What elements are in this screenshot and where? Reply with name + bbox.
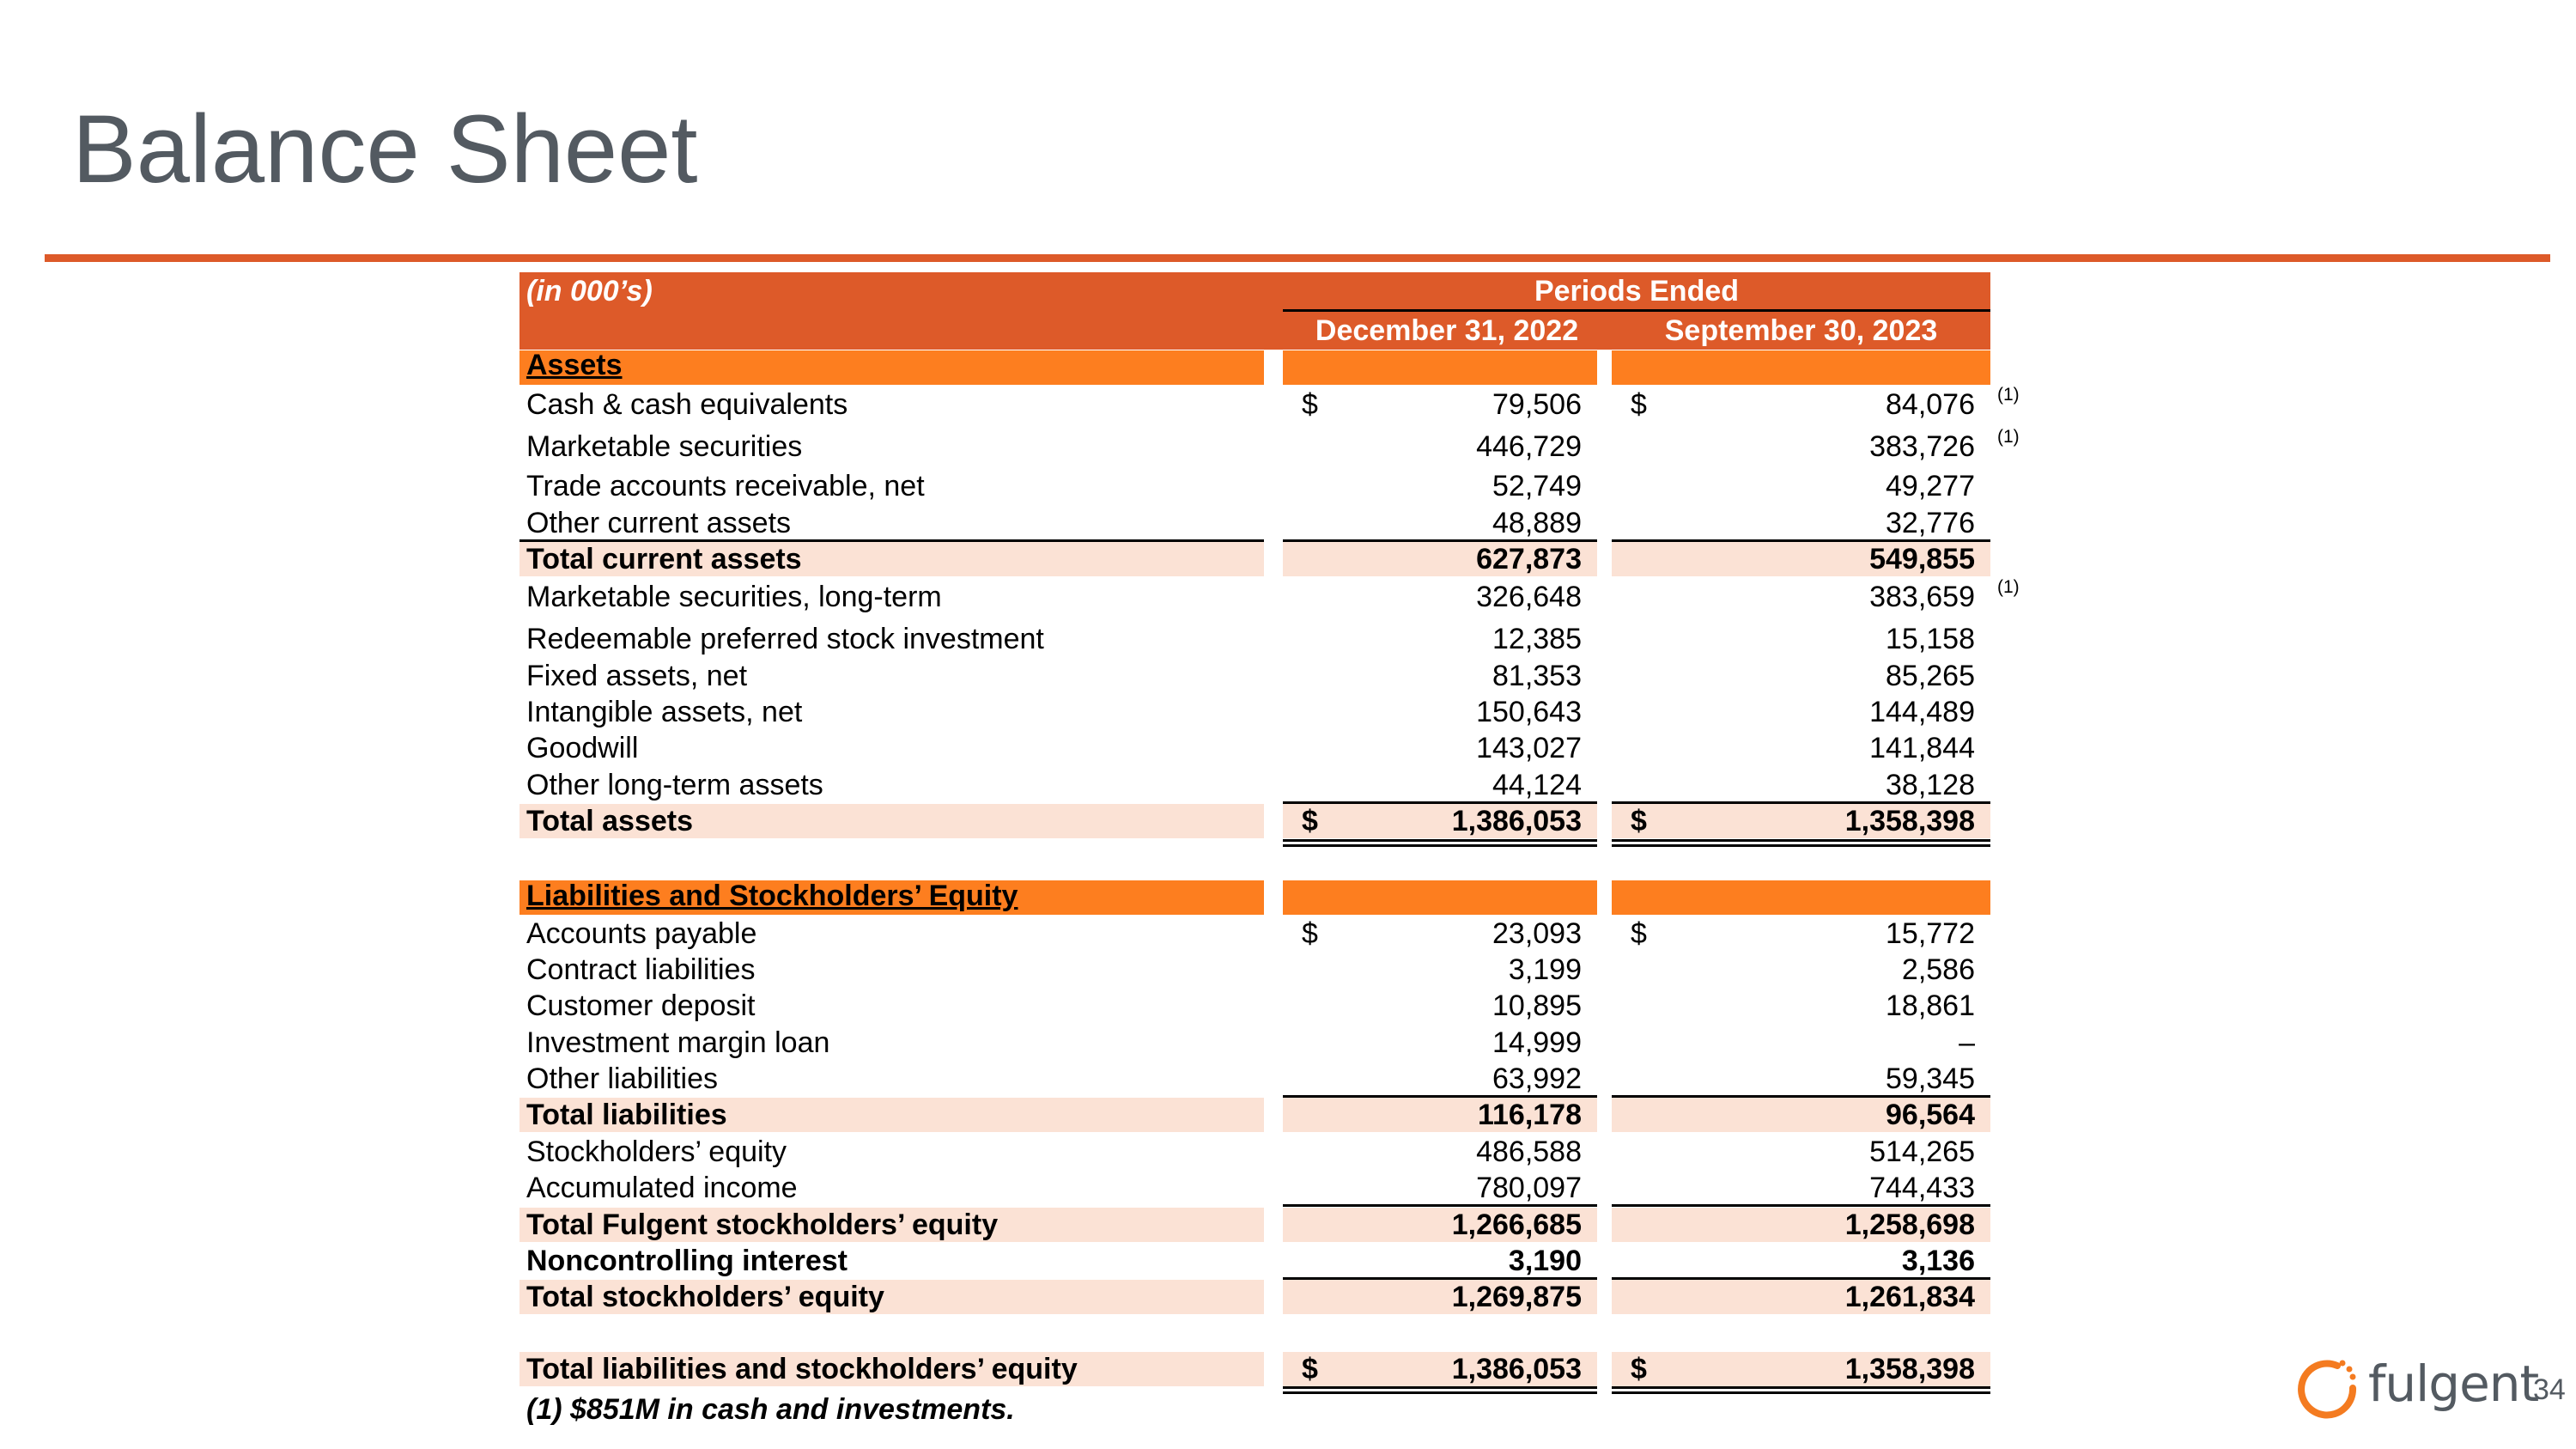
grand-total-dollar-col1: $: [1302, 1353, 1318, 1385]
liability-value-dec-2022: 116,178: [1477, 1099, 1582, 1131]
asset-row-label: Total current assets: [526, 543, 802, 575]
liability-row-label: Accumulated income: [526, 1172, 798, 1204]
liability-row-label: Total liabilities: [526, 1099, 727, 1131]
asset-row-label: Goodwill: [526, 732, 639, 764]
footnote: (1) $851M in cash and investments.: [526, 1393, 1015, 1426]
asset-value-dec-2022: 52,749: [1492, 470, 1582, 502]
liability-value-sep-2023: 96,564: [1886, 1099, 1975, 1131]
grand-total-dollar-col2: $: [1631, 1353, 1647, 1385]
asset-row-label: Redeemable preferred stock investment: [526, 623, 1044, 655]
liability-value-sep-2023: 18,861: [1886, 989, 1975, 1022]
asset-row-label: Intangible assets, net: [526, 696, 803, 728]
asset-value-dec-2022: 12,385: [1492, 623, 1582, 655]
asset-value-dec-2022: 48,889: [1492, 507, 1582, 539]
page-number: 34: [2533, 1373, 2566, 1406]
asset-value-dec-2022: 143,027: [1476, 732, 1582, 764]
liability-value-sep-2023: 59,345: [1886, 1062, 1975, 1095]
assets-header-band-col2: [1612, 350, 1990, 385]
liability-value-dec-2022: 3,190: [1508, 1245, 1582, 1277]
total-assets-double-rule-col2: [1612, 839, 1990, 847]
liability-value-dec-2022: 3,199: [1508, 953, 1582, 986]
asset-value-sep-2023: 84,076: [1886, 388, 1975, 421]
periods-ended-label: Periods Ended: [1534, 275, 1740, 307]
liability-value-dec-2022: 63,992: [1492, 1062, 1582, 1095]
liability-row-label: Customer deposit: [526, 989, 756, 1022]
asset-dollar-col2: $: [1631, 388, 1647, 421]
asset-value-dec-2022: 627,873: [1476, 543, 1582, 575]
asset-value-dec-2022: 150,643: [1476, 696, 1582, 728]
liability-row-label: Investment margin loan: [526, 1026, 830, 1059]
liabilities-section-title: Liabilities and Stockholders’ Equity: [526, 880, 1018, 912]
periods-underline: [1283, 309, 1990, 312]
liability-value-sep-2023: –: [1959, 1026, 1975, 1059]
liability-value-dec-2022: 780,097: [1476, 1172, 1582, 1204]
liability-value-dec-2022: 1,266,685: [1451, 1209, 1582, 1241]
asset-footnote-marker: (1): [1997, 427, 2020, 447]
col-header-sep-2023: September 30, 2023: [1664, 314, 1938, 347]
liability-value-sep-2023: 514,265: [1869, 1135, 1975, 1168]
logo-wordmark: fulgent: [2368, 1355, 2539, 1413]
liability-value-sep-2023: 744,433: [1869, 1172, 1975, 1204]
liability-row-label: Noncontrolling interest: [526, 1245, 848, 1277]
asset-value-dec-2022: 446,729: [1476, 430, 1582, 463]
asset-value-sep-2023: 383,726: [1869, 430, 1975, 463]
asset-value-sep-2023: 1,358,398: [1844, 805, 1975, 837]
total-current-assets-rule-label: [519, 539, 1264, 542]
page-title: Balance Sheet: [72, 95, 698, 203]
asset-row-label: Cash & cash equivalents: [526, 388, 848, 421]
liability-value-sep-2023: 3,136: [1901, 1245, 1975, 1277]
asset-dollar-col1: $: [1302, 388, 1318, 421]
assets-section-title: Assets: [526, 349, 623, 381]
asset-row-label: Total assets: [526, 805, 694, 837]
asset-value-dec-2022: 81,353: [1492, 660, 1582, 692]
asset-row-label: Other long-term assets: [526, 769, 823, 801]
asset-value-sep-2023: 49,277: [1886, 470, 1975, 502]
liability-value-sep-2023: 2,586: [1901, 953, 1975, 986]
grand-total-value-dec-2022: 1,386,053: [1451, 1353, 1582, 1385]
asset-row-label: Other current assets: [526, 507, 792, 539]
liabilities-header-band-col1: [1283, 880, 1597, 915]
asset-footnote-marker: (1): [1997, 385, 2020, 405]
asset-value-sep-2023: 141,844: [1869, 732, 1975, 764]
asset-footnote-marker: (1): [1997, 577, 2020, 597]
liability-value-dec-2022: 486,588: [1476, 1135, 1582, 1168]
asset-value-sep-2023: 85,265: [1886, 660, 1975, 692]
unit-label: (in 000’s): [526, 275, 653, 307]
asset-dollar-col1: $: [1302, 805, 1318, 837]
asset-row-label: Marketable securities: [526, 430, 803, 463]
liability-row-label: Other liabilities: [526, 1062, 718, 1095]
liability-value-dec-2022: 14,999: [1492, 1026, 1582, 1059]
asset-value-dec-2022: 1,386,053: [1451, 805, 1582, 837]
liability-value-sep-2023: 15,772: [1886, 917, 1975, 950]
asset-value-sep-2023: 383,659: [1869, 581, 1975, 613]
asset-value-sep-2023: 144,489: [1869, 696, 1975, 728]
liability-value-sep-2023: 1,261,834: [1844, 1281, 1975, 1313]
total-assets-double-rule-col1: [1283, 839, 1597, 847]
asset-row-label: Marketable securities, long-term: [526, 581, 942, 613]
col-header-dec-2022: December 31, 2022: [1315, 314, 1579, 347]
liability-row-label: Total Fulgent stockholders’ equity: [526, 1209, 999, 1241]
liability-value-sep-2023: 1,258,698: [1844, 1209, 1975, 1241]
liability-dollar-col1: $: [1302, 917, 1318, 950]
liability-value-dec-2022: 10,895: [1492, 989, 1582, 1022]
assets-header-band-label: [519, 350, 1264, 385]
liability-dollar-col2: $: [1631, 917, 1647, 950]
liability-value-dec-2022: 23,093: [1492, 917, 1582, 950]
asset-value-sep-2023: 549,855: [1869, 543, 1975, 575]
assets-header-band-col1: [1283, 350, 1597, 385]
asset-value-sep-2023: 32,776: [1886, 507, 1975, 539]
asset-value-dec-2022: 326,648: [1476, 581, 1582, 613]
asset-value-sep-2023: 15,158: [1886, 623, 1975, 655]
liability-row-label: Accounts payable: [526, 917, 757, 950]
grand-total-label: Total liabilities and stockholders’ equity: [526, 1353, 1078, 1385]
liability-row-label: Total stockholders’ equity: [526, 1281, 884, 1313]
grand-total-double-rule-col1: [1283, 1386, 1597, 1394]
grand-total-value-sep-2023: 1,358,398: [1844, 1353, 1975, 1385]
grand-total-double-rule-col2: [1612, 1386, 1990, 1394]
asset-value-dec-2022: 79,506: [1492, 388, 1582, 421]
asset-value-dec-2022: 44,124: [1492, 769, 1582, 801]
asset-row-label: Fixed assets, net: [526, 660, 748, 692]
liability-row-label: Stockholders’ equity: [526, 1135, 787, 1168]
liability-row-label: Contract liabilities: [526, 953, 756, 986]
asset-row-label: Trade accounts receivable, net: [526, 470, 925, 502]
asset-dollar-col2: $: [1631, 805, 1647, 837]
liability-value-dec-2022: 1,269,875: [1451, 1281, 1582, 1313]
liabilities-header-band-col2: [1612, 880, 1990, 915]
asset-value-sep-2023: 38,128: [1886, 769, 1975, 801]
